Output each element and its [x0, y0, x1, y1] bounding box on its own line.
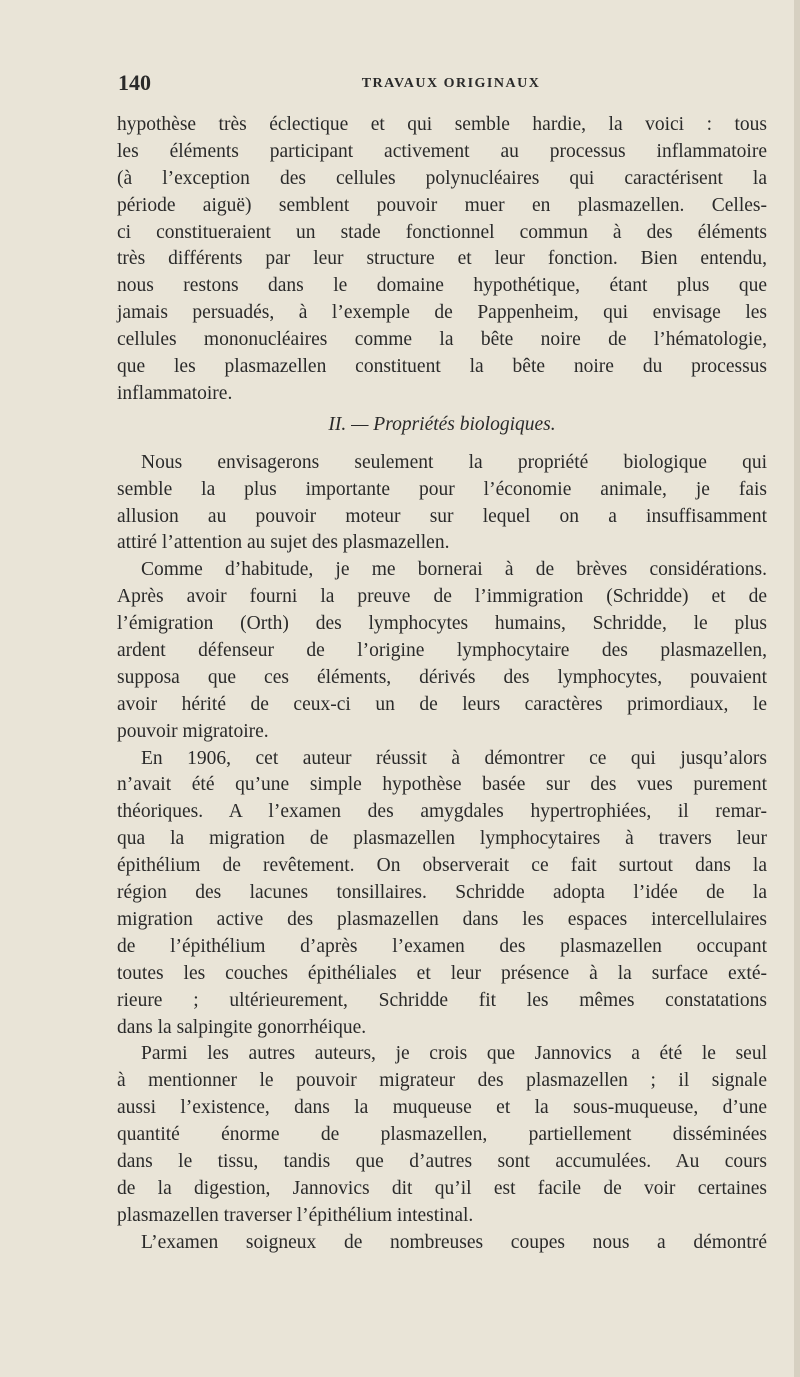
text-line: L’examen soigneux de nombreuses coupes nous a démontré — [141, 1231, 767, 1253]
text-line: n’avait été qu’une simple hypothèse basée sur des vues purement — [117, 774, 767, 796]
text-line: de la digestion, Jannovics dit qu’il est facile de voir certaines — [117, 1177, 767, 1199]
text-line: (à l’exception des cellules polynucléaires qui caractérisent la — [117, 167, 767, 189]
text-line: qua la migration de plasmazellen lymphocytaires à travers leur — [117, 828, 767, 850]
text-line: les éléments participant activement au processus inflammatoire — [117, 140, 767, 162]
text-line: ardent défenseur de l’origine lymphocytaire des plasmazellen, — [117, 640, 767, 662]
text-line: toutes les couches épithéliales et leur présence à la surface exté- — [117, 962, 767, 984]
text-line: semble la plus importante pour l’économie animale, je fais — [117, 478, 767, 500]
text-line: région des lacunes tonsillaires. Schridde adopta l’idée de la — [117, 882, 767, 904]
text-line: ci constitueraient un stade fonctionnel commun à des éléments — [117, 221, 767, 243]
text-line: période aiguë) semblent pouvoir muer en plasmazellen. Celles- — [117, 194, 767, 216]
text-line: plasmazellen traverser l’épithélium intestinal. — [117, 1204, 474, 1226]
text-line: En 1906, cet auteur réussit à démontrer ce qui jusqu’alors — [141, 747, 767, 769]
running-title: TRAVAUX ORIGINAUX — [361, 76, 541, 91]
page-header — [118, 70, 766, 100]
text-line: nous restons dans le domaine hypothétique, étant plus que — [117, 275, 767, 297]
text-line: allusion au pouvoir moteur sur lequel on a insuffisamment — [117, 505, 767, 527]
text-line: de l’épithélium d’après l’examen des plasmazellen occupant — [117, 935, 767, 957]
text-line: pouvoir migratoire. — [117, 720, 269, 742]
text-line: très différents par leur structure et leur fonction. Bien entendu, — [117, 248, 767, 270]
text-line: Après avoir fourni la preuve de l’immigration (Schridde) et de — [117, 586, 767, 608]
text-line: migration active des plasmazellen dans les espaces intercellulaires — [117, 908, 767, 930]
text-line: dans la salpingite gonorrhéique. — [117, 1016, 367, 1038]
text-line: cellules mononucléaires comme la bête noire de l’hématologie, — [117, 329, 767, 351]
text-line: Nous envisagerons seulement la propriété biologique qui — [141, 451, 767, 473]
text-line: à mentionner le pouvoir migrateur des plasmazellen ; il signale — [117, 1070, 767, 1092]
text-line: théoriques. A l’examen des amygdales hypertrophiées, il remar- — [117, 801, 767, 823]
text-line: épithélium de revêtement. On observerait ce fait surtout dans la — [117, 855, 767, 877]
text-line: hypothèse très éclectique et qui semble hardie, la voici : tous — [117, 114, 767, 135]
body-text — [117, 112, 767, 1257]
text-line: dans le tissu, tandis que d’autres sont accumulées. Au cours — [117, 1150, 767, 1172]
text-line: attiré l’attention au sujet des plasmazellen. — [117, 532, 450, 554]
text-line: que les plasmazellen constituent la bête noire du processus — [117, 356, 767, 378]
text-line: avoir hérité de ceux-ci un de leurs caractères primordiaux, le — [117, 693, 767, 715]
text-line: inflammatoire. — [117, 382, 233, 404]
text-line: jamais persuadés, à l’exemple de Pappenheim, qui envisage les — [117, 302, 767, 324]
text-line: Comme d’habitude, je me bornerai à de brèves considérations. — [141, 559, 767, 581]
section-heading: II. — Propriétés biologiques. — [328, 413, 556, 435]
text-line: aussi l’existence, dans la muqueuse et la sous-muqueuse, d’une — [117, 1097, 767, 1119]
text-line: supposa que ces éléments, dérivés des lymphocytes, pouvaient — [117, 666, 767, 688]
text-line: quantité énorme de plasmazellen, partiellement disséminées — [117, 1124, 767, 1146]
text-line: rieure ; ultérieurement, Schridde fit les mêmes constatations — [117, 989, 767, 1011]
page-number: 140 — [118, 70, 151, 95]
text-line: Parmi les autres auteurs, je crois que Jannovics a été le seul — [141, 1043, 767, 1065]
text-line: l’émigration (Orth) des lymphocytes humains, Schridde, le plus — [117, 613, 767, 635]
